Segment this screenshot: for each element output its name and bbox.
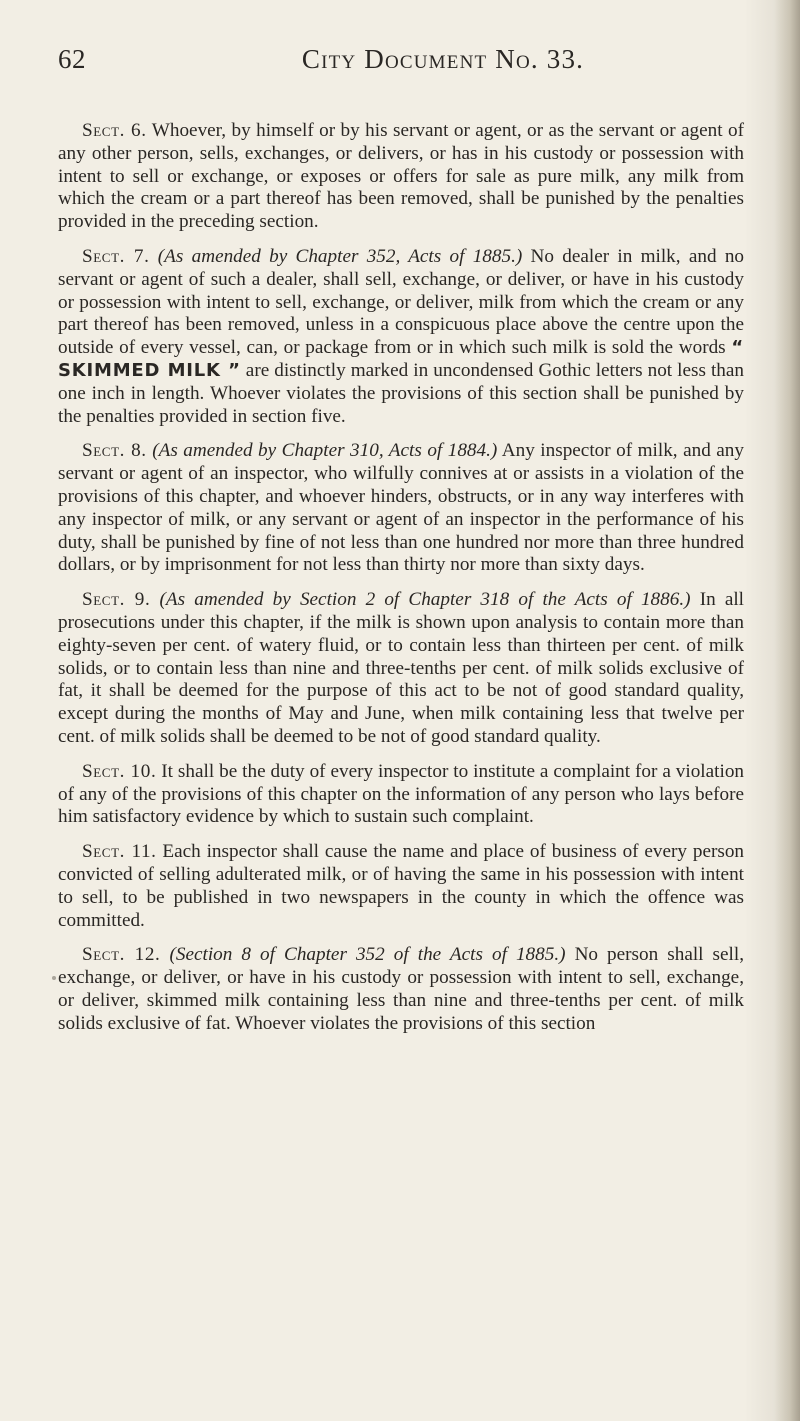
section-number: Sect. 10. — [82, 760, 157, 782]
section-text-continued: are distinctly marked in uncondensed Gothic letters not less than one inch in length. Whoever violates the provisions of this section shall be punished by the penalties provided in section five. — [58, 359, 745, 427]
section-text: It shall be the duty of every inspector to institute a complaint for a violation of any of the provisions of this chapter on the information of any person who lays before him satisfactory evidence by which to sustain such complaint. — [58, 760, 745, 828]
section-text: Each inspector shall cause the name and place of business of every person convicted of selling adulterated milk, or of having the same in his possession with intent to sell, to be published in two newspapers in the county in which the offence was committed. — [58, 841, 745, 931]
amendment-note: (Section 8 of Chapter 352 of the Acts of 1885.) — [169, 944, 566, 966]
section-7 — [58, 246, 744, 428]
section-text: In all prosecutions under this chapter, if the milk is shown upon analysis to contain more than eighty-seven per cent. of watery fluid, or to contain less than thirteen per cent. of milk solids, or to contain less than nine and three-tenths per cent. of milk solids exclusive of fat, it shall be deemed for the purpose of this act to be not of good standard quality, except during the months of May and June, when milk containing less that twelve per cent. of milk solids shall be deemed to be not of good standard quality. — [58, 589, 745, 747]
section-9 — [58, 589, 744, 749]
amendment-note: (As amended by Section 2 of Chapter 318 of the Acts of 1886.) — [159, 589, 691, 611]
amendment-note: (As amended by Chapter 352, Acts of 1885.) — [157, 245, 523, 267]
section-number: Sect. 7. — [82, 245, 150, 267]
section-text: No person shall sell, exchange, or deliver, or have in his custody or possession with intent to sell, exchange, or deliver, skimmed milk containing less than nine and three-tenths per cent. of milk solids exclusive of fat. Whoever violates the provisions of this section — [58, 944, 744, 1034]
amendment-note: (As amended by Chapter 310, Acts of 1884.) — [152, 440, 498, 462]
body-text — [58, 120, 744, 1047]
section-number: Sect. 9. — [82, 589, 151, 611]
section-12 — [58, 944, 744, 1035]
section-number: Sect. 6. — [82, 120, 147, 141]
running-head: City Document No. 33. — [301, 44, 585, 74]
section-number: Sect. 11. — [82, 841, 157, 863]
section-text: No dealer in milk, and no servant or agent of such a dealer, shall sell, exchange, or deliver, or have in his custody or possession with intent to sell, exchange, or deliver, milk from which the cream or any part thereof has been removed, unless in a conspicuous place above the centre upon the outside of every vessel, can, or package from or in which such milk is sold the words — [58, 245, 745, 359]
page-header — [58, 44, 748, 84]
section-10 — [58, 761, 744, 829]
section-text: Any inspector of milk, and any servant or agent of an inspector, who wilfully connives at or assists in a violation of the provisions of this chapter, and whoever hinders, obstructs, or in any way interferes with any inspector of milk, or any servant or agent of an inspector in the performance of his duty, shall be punished by fine of not less than one hundred nor more than three hundred dollars, or by imprisonment for not less than thirty nor more than sixty days. — [58, 440, 744, 576]
ink-speck — [52, 976, 56, 980]
page-number: 62 — [58, 44, 86, 74]
section-number: Sect. 8. — [82, 440, 147, 462]
page-edge-shadow — [774, 0, 800, 1421]
skimmed-milk-marking: “ SKIMMED MILK ” — [58, 337, 744, 381]
section-text: Whoever, by himself or by his servant or agent, or as the servant or agent of any other person, sells, exchanges, or delivers, or has in his custody or possession with intent to sell or exchange, or exposes or offers for sale as pure milk, any milk from which the cream or a part thereof has been removed, shall be punished by the penalties provided in the preceding section. — [58, 120, 745, 233]
section-8 — [58, 440, 744, 577]
section-6 — [58, 120, 744, 234]
section-number: Sect. 12. — [82, 944, 161, 966]
section-11 — [58, 841, 744, 932]
